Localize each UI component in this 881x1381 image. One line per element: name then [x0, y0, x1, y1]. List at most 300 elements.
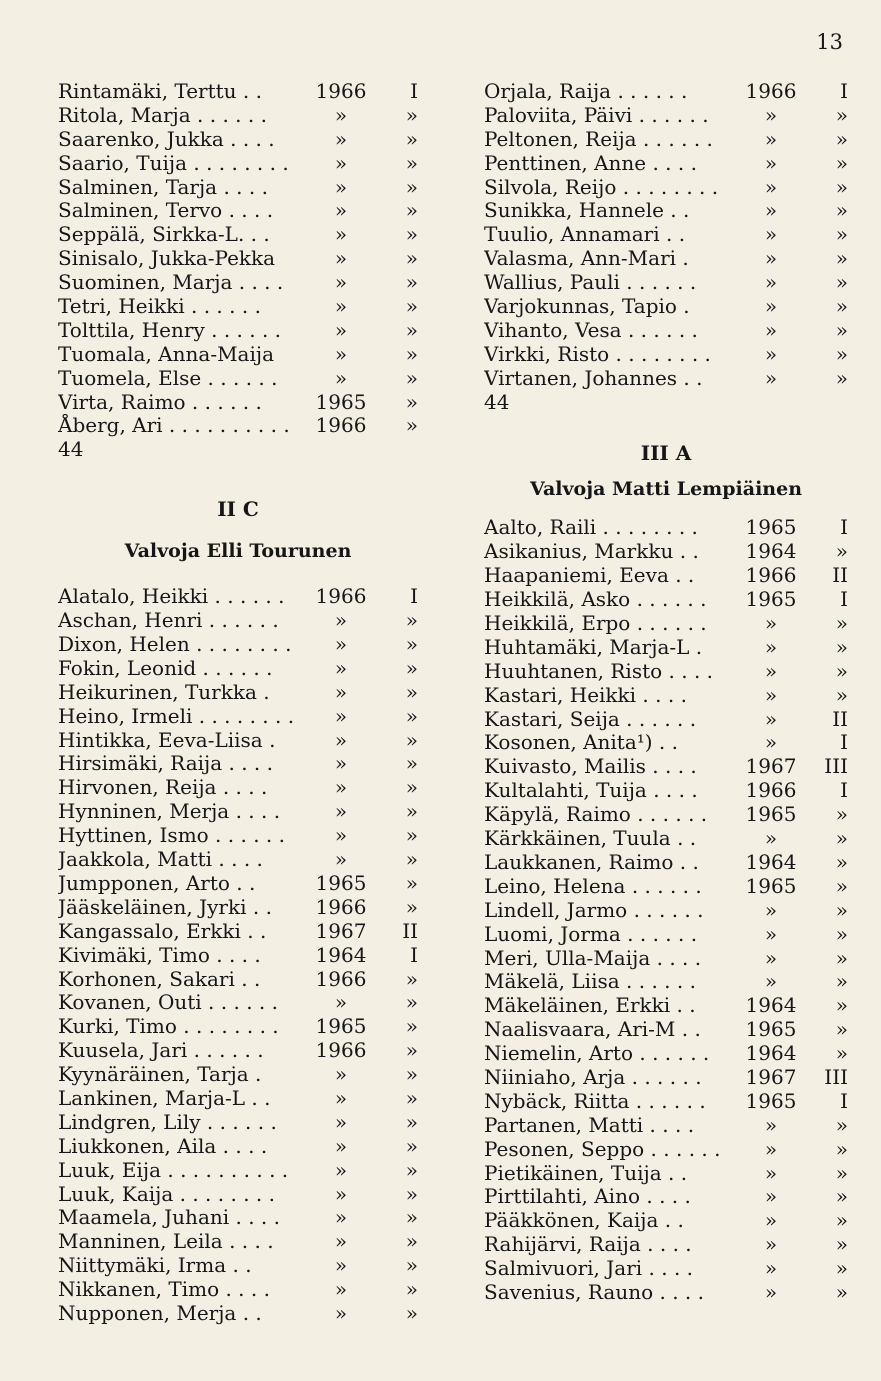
birth-year: » — [764, 222, 778, 247]
class-level: » — [835, 126, 848, 151]
birth-year: » — [764, 317, 778, 342]
student-name: Virkki, Risto . . . . . . . . — [484, 342, 711, 366]
student-name: Asikanius, Markku . . — [484, 540, 699, 564]
student-name: Salmivuori, Jari . . . . — [484, 1257, 694, 1281]
class-level: » — [405, 1014, 418, 1039]
list-item — [58, 657, 418, 681]
student-name: Kärkkäinen, Tuula . . — [484, 827, 697, 851]
student-name: Mäkelä, Liisa . . . . . . — [484, 970, 696, 994]
student-name: Niiniaho, Arja . . . . . . — [484, 1065, 702, 1089]
class-level: » — [835, 1232, 848, 1257]
class-level: » — [835, 1136, 848, 1161]
student-name: Varjokunnas, Tapio . — [484, 295, 690, 319]
list-item — [484, 295, 848, 319]
birth-year: » — [764, 826, 778, 851]
student-name: Maamela, Juhani . . . . — [58, 1206, 281, 1230]
list-item — [58, 920, 418, 944]
student-name: Ritola, Marja . . . . . . — [58, 103, 267, 127]
birth-year: » — [334, 126, 348, 151]
birth-year: » — [764, 270, 778, 295]
birth-year: » — [764, 1160, 778, 1185]
student-name: Luuk, Eija . . . . . . . . . . — [58, 1158, 289, 1182]
list-item — [484, 994, 848, 1018]
list-item — [484, 1042, 848, 1066]
class-level: I — [410, 79, 418, 103]
class-level: » — [405, 341, 418, 366]
class-level: » — [405, 823, 418, 848]
list-item — [484, 588, 848, 612]
class-level: » — [835, 1017, 848, 1042]
class-level: I — [840, 79, 848, 103]
list-item — [484, 1114, 848, 1138]
class-level: II — [832, 706, 848, 731]
student-name: Leino, Helena . . . . . . — [484, 874, 702, 898]
list-item — [58, 1039, 418, 1063]
class-level: » — [835, 897, 848, 922]
list-item — [58, 681, 418, 705]
class-level: » — [405, 703, 418, 728]
birth-year: » — [334, 1300, 348, 1325]
list-item — [58, 1254, 418, 1278]
left-top-count: 44 — [58, 437, 84, 462]
birth-year: » — [334, 1277, 348, 1302]
birth-year: 1965 — [745, 515, 797, 540]
birth-year: » — [764, 1208, 778, 1233]
student-name: Rahijärvi, Raija . . . . — [484, 1233, 692, 1257]
class-level: » — [835, 611, 848, 636]
birth-year: 1967 — [745, 754, 797, 779]
class-level: » — [835, 873, 848, 898]
list-item — [58, 991, 418, 1015]
birth-year: » — [764, 1184, 778, 1209]
class-level: I — [840, 1088, 848, 1113]
list-item — [58, 223, 418, 247]
birth-year: 1966 — [745, 79, 797, 103]
student-name: Huhtamäki, Marja-L . — [484, 635, 703, 659]
list-item — [484, 152, 848, 176]
birth-year: » — [334, 1085, 348, 1110]
birth-year: 1965 — [745, 587, 797, 612]
class-level: I — [840, 778, 848, 803]
right-top-count: 44 — [484, 389, 510, 414]
class-level: » — [405, 365, 418, 390]
list-item — [58, 1278, 418, 1302]
birth-year: » — [334, 294, 348, 319]
birth-year: » — [334, 270, 348, 295]
student-name: Hirvonen, Reija . . . . — [58, 776, 268, 800]
student-name: Virtanen, Johannes . . — [484, 366, 703, 390]
class-level: » — [405, 679, 418, 704]
student-name: Manninen, Leila . . . . — [58, 1230, 274, 1254]
birth-year: 1967 — [315, 918, 367, 943]
list-item — [58, 585, 418, 609]
class-level: » — [405, 294, 418, 319]
list-item — [484, 1162, 848, 1186]
list-item — [58, 633, 418, 657]
student-name: Fokin, Leonid . . . . . . — [58, 656, 273, 680]
student-name: Hynninen, Merja . . . . — [58, 800, 281, 824]
list-item — [484, 367, 848, 391]
class-title-iic: II C — [217, 497, 259, 522]
class-level: » — [405, 222, 418, 247]
class-level: II — [402, 918, 418, 943]
list-item — [58, 1159, 418, 1183]
list-item — [484, 755, 848, 779]
page-number: 13 — [816, 30, 843, 54]
list-item — [484, 875, 848, 899]
class-level: » — [835, 1279, 848, 1304]
class-level: I — [410, 584, 418, 609]
class-level: » — [405, 246, 418, 271]
birth-year: » — [764, 1136, 778, 1161]
birth-year: » — [334, 608, 348, 633]
class-level: » — [405, 389, 418, 414]
student-name: Aalto, Raili . . . . . . . . — [484, 516, 698, 540]
student-name: Liukkonen, Aila . . . . — [58, 1134, 268, 1158]
list-item — [58, 176, 418, 200]
birth-year: 1965 — [745, 1088, 797, 1113]
student-name: Kuivasto, Mailis . . . . — [484, 755, 697, 779]
student-name: Jääskeläinen, Jyrki . . — [58, 895, 272, 919]
class-level: » — [835, 102, 848, 127]
student-name: Saario, Tuija . . . . . . . . — [58, 151, 289, 175]
student-name: Sunikka, Hannele . . — [484, 199, 690, 223]
student-name: Penttinen, Anne . . . . — [484, 151, 697, 175]
list-item — [484, 708, 848, 732]
student-name: Tolttila, Henry . . . . . . — [58, 318, 282, 342]
birth-year: » — [334, 799, 348, 824]
list-item — [58, 414, 418, 438]
list-item — [484, 104, 848, 128]
birth-year: 1966 — [745, 563, 797, 588]
class-level: » — [405, 775, 418, 800]
class-level: » — [405, 727, 418, 752]
student-name: Tetri, Heikki . . . . . . — [58, 295, 261, 319]
student-name: Saarenko, Jukka . . . . — [58, 127, 275, 151]
class-level: II — [832, 563, 848, 588]
birth-year: 1966 — [315, 1038, 367, 1063]
student-name: Pirttilahti, Aino . . . . — [484, 1185, 691, 1209]
class-level: » — [405, 1109, 418, 1134]
right-column — [484, 80, 848, 1305]
list-item — [484, 516, 848, 540]
list-item — [484, 684, 848, 708]
birth-year: » — [334, 198, 348, 223]
class-level: I — [840, 587, 848, 612]
list-item — [484, 899, 848, 923]
student-name: Savenius, Rauno . . . . — [484, 1280, 704, 1304]
left-section-list — [58, 585, 418, 1326]
list-item — [58, 367, 418, 391]
class-level: » — [405, 990, 418, 1015]
class-level: » — [835, 270, 848, 295]
student-name: Dixon, Helen . . . . . . . . — [58, 633, 292, 657]
birth-year: » — [334, 1109, 348, 1134]
list-item — [484, 612, 848, 636]
list-item — [484, 176, 848, 200]
student-name: Niemelin, Arto . . . . . . — [484, 1042, 710, 1066]
class-level: » — [405, 751, 418, 776]
class-level: » — [835, 294, 848, 319]
list-item — [58, 752, 418, 776]
birth-year: » — [334, 1157, 348, 1182]
list-item — [484, 1138, 848, 1162]
class-level: » — [405, 102, 418, 127]
student-name: Rintamäki, Terttu . . — [58, 80, 262, 103]
student-name: Kultalahti, Tuija . . . . — [484, 779, 698, 803]
birth-year: 1964 — [315, 942, 367, 967]
list-item — [484, 779, 848, 803]
class-level: » — [405, 1133, 418, 1158]
birth-year: » — [764, 150, 778, 175]
list-item — [484, 1185, 848, 1209]
list-item — [58, 776, 418, 800]
birth-year: » — [334, 679, 348, 704]
birth-year: » — [764, 658, 778, 683]
birth-year: » — [764, 921, 778, 946]
student-name: Naalisvaara, Ari-M . . — [484, 1018, 701, 1042]
student-name: Korhonen, Sakari . . — [58, 967, 261, 991]
birth-year: » — [764, 341, 778, 366]
student-name: Partanen, Matti . . . . — [484, 1113, 695, 1137]
student-name: Heikkilä, Asko . . . . . . — [484, 588, 707, 612]
left-top-list — [58, 80, 418, 438]
list-item — [58, 705, 418, 729]
class-level: » — [835, 826, 848, 851]
supervisor-iic: Valvoja Elli Tourunen — [124, 540, 352, 563]
list-item — [484, 660, 848, 684]
birth-year: » — [764, 730, 778, 755]
list-item — [484, 1090, 848, 1114]
birth-year: » — [764, 1232, 778, 1257]
list-item — [484, 636, 848, 660]
list-item — [484, 540, 848, 564]
birth-year: » — [764, 634, 778, 659]
student-name: Kosonen, Anita¹) . . — [484, 731, 678, 755]
birth-year: » — [764, 945, 778, 970]
student-name: Tuulio, Annamari . . — [484, 223, 686, 247]
supervisor-iiia: Valvoja Matti Lempiäinen — [529, 478, 803, 501]
list-item — [58, 824, 418, 848]
class-level: » — [835, 222, 848, 247]
birth-year: 1964 — [745, 849, 797, 874]
student-name: Virta, Raimo . . . . . . — [58, 390, 262, 414]
list-item — [58, 1135, 418, 1159]
student-name: Kivimäki, Timo . . . . — [58, 943, 261, 967]
class-level: » — [835, 1112, 848, 1137]
student-name: Kuusela, Jari . . . . . . — [58, 1039, 264, 1063]
student-name: Laukkanen, Raimo . . — [484, 850, 699, 874]
list-item — [58, 247, 418, 271]
birth-year: 1965 — [745, 873, 797, 898]
birth-year: » — [334, 317, 348, 342]
class-level: » — [835, 174, 848, 199]
birth-year: » — [334, 632, 348, 657]
class-level: I — [410, 942, 418, 967]
student-name: Tuomela, Else . . . . . . — [58, 366, 278, 390]
list-item — [58, 968, 418, 992]
student-name: Pietikäinen, Tuija . . — [484, 1161, 688, 1185]
list-item — [484, 1018, 848, 1042]
list-item — [484, 343, 848, 367]
birth-year: » — [764, 102, 778, 127]
list-item — [58, 800, 418, 824]
birth-year: » — [334, 1205, 348, 1230]
birth-year: 1965 — [315, 1014, 367, 1039]
birth-year: » — [334, 1133, 348, 1158]
class-level: » — [835, 849, 848, 874]
student-name: Hyttinen, Ismo . . . . . . — [58, 824, 285, 848]
list-item — [58, 944, 418, 968]
birth-year: 1964 — [745, 539, 797, 564]
class-level: » — [405, 847, 418, 872]
list-item — [58, 896, 418, 920]
student-name: Pääkkönen, Kaija . . — [484, 1209, 684, 1233]
class-level: » — [835, 1160, 848, 1185]
class-level: » — [405, 198, 418, 223]
list-item — [58, 1063, 418, 1087]
birth-year: » — [334, 703, 348, 728]
list-item — [484, 223, 848, 247]
birth-year: 1966 — [315, 966, 367, 991]
class-level: » — [405, 894, 418, 919]
birth-year: 1965 — [745, 1017, 797, 1042]
birth-year: » — [764, 611, 778, 636]
birth-year: » — [334, 655, 348, 680]
birth-year: » — [764, 969, 778, 994]
list-item — [58, 609, 418, 633]
student-name: Pesonen, Seppo . . . . . . — [484, 1137, 721, 1161]
student-name: Alatalo, Heikki . . . . . . — [58, 585, 285, 609]
class-level: » — [835, 317, 848, 342]
list-item — [484, 1209, 848, 1233]
birth-year: 1966 — [315, 413, 367, 438]
class-level: » — [405, 1253, 418, 1278]
list-item — [484, 128, 848, 152]
birth-year: » — [334, 1062, 348, 1087]
list-item — [484, 731, 848, 755]
class-level: » — [405, 1062, 418, 1087]
list-item — [484, 1233, 848, 1257]
list-item — [484, 827, 848, 851]
list-item — [58, 872, 418, 896]
student-name: Niittymäki, Irma . . — [58, 1254, 252, 1278]
student-name: Jumpponen, Arto . . — [58, 871, 256, 895]
class-level: » — [405, 126, 418, 151]
student-name: Luuk, Kaija . . . . . . . . — [58, 1182, 275, 1206]
student-name: Heikkilä, Erpo . . . . . . — [484, 612, 707, 636]
class-level: » — [835, 634, 848, 659]
student-name: Kastari, Seija . . . . . . — [484, 707, 697, 731]
list-item — [58, 1111, 418, 1135]
student-name: Silvola, Reijo . . . . . . . . — [484, 175, 719, 199]
student-name: Kovanen, Outi . . . . . . — [58, 991, 278, 1015]
student-name: Lindell, Jarmo . . . . . . — [484, 898, 704, 922]
student-name: Nikkanen, Timo . . . . — [58, 1278, 270, 1302]
birth-year: 1965 — [745, 802, 797, 827]
birth-year: » — [334, 1253, 348, 1278]
birth-year: » — [334, 222, 348, 247]
list-item — [484, 564, 848, 588]
list-item — [58, 271, 418, 295]
birth-year: » — [334, 1229, 348, 1254]
student-name: Seppälä, Sirkka-L. . . — [58, 223, 270, 247]
class-level: » — [835, 1041, 848, 1066]
list-item — [484, 80, 848, 104]
list-item — [58, 729, 418, 753]
student-name: Vihanto, Vesa . . . . . . — [484, 318, 698, 342]
list-item — [58, 128, 418, 152]
class-level: » — [835, 1184, 848, 1209]
class-level: » — [835, 921, 848, 946]
student-name: Paloviita, Päivi . . . . . . — [484, 103, 709, 127]
list-item — [484, 803, 848, 827]
class-level: III — [824, 1064, 848, 1089]
class-level: » — [835, 150, 848, 175]
class-level: » — [835, 658, 848, 683]
birth-year: 1966 — [315, 584, 367, 609]
student-name: Mäkeläinen, Erkki . . — [484, 994, 696, 1018]
birth-year: » — [334, 847, 348, 872]
list-item — [484, 851, 848, 875]
student-name: Nupponen, Merja . . — [58, 1301, 262, 1325]
birth-year: » — [764, 126, 778, 151]
list-item — [484, 271, 848, 295]
class-level: » — [405, 1277, 418, 1302]
student-name: Valasma, Ann-Mari . — [484, 247, 689, 271]
class-level: » — [405, 317, 418, 342]
birth-year: » — [334, 775, 348, 800]
class-level: » — [405, 413, 418, 438]
birth-year: 1966 — [745, 778, 797, 803]
class-level: » — [835, 539, 848, 564]
student-name: Salminen, Tarja . . . . — [58, 175, 268, 199]
list-item — [58, 1302, 418, 1326]
student-name: Luomi, Jorma . . . . . . — [484, 922, 698, 946]
class-level: » — [405, 655, 418, 680]
class-level: » — [405, 799, 418, 824]
class-level: » — [405, 150, 418, 175]
birth-year: » — [334, 727, 348, 752]
list-item — [58, 152, 418, 176]
class-level: » — [405, 966, 418, 991]
birth-year: » — [334, 823, 348, 848]
birth-year: » — [334, 1181, 348, 1206]
class-level: III — [824, 754, 848, 779]
birth-year: 1966 — [315, 894, 367, 919]
student-name: Sinisalo, Jukka-Pekka — [58, 247, 276, 271]
class-level: » — [405, 1205, 418, 1230]
right-top-list — [484, 80, 848, 391]
student-name: Kangassalo, Erkki . . — [58, 919, 267, 943]
class-level: » — [835, 945, 848, 970]
class-level: » — [835, 969, 848, 994]
birth-year: » — [764, 682, 778, 707]
right-section-list — [484, 516, 848, 1304]
list-item — [484, 1257, 848, 1281]
student-name: Haapaniemi, Eeva . . — [484, 564, 695, 588]
birth-year: » — [764, 198, 778, 223]
birth-year: » — [764, 1112, 778, 1137]
student-name: Salminen, Tervo . . . . — [58, 199, 274, 223]
birth-year: 1965 — [315, 870, 367, 895]
birth-year: 1964 — [745, 1041, 797, 1066]
list-item — [484, 923, 848, 947]
student-name: Lindgren, Lily . . . . . . — [58, 1110, 277, 1134]
student-name: Käpylä, Raimo . . . . . . — [484, 803, 708, 827]
student-name: Lankinen, Marja-L . . — [58, 1086, 271, 1110]
student-name: Suominen, Marja . . . . — [58, 271, 284, 295]
